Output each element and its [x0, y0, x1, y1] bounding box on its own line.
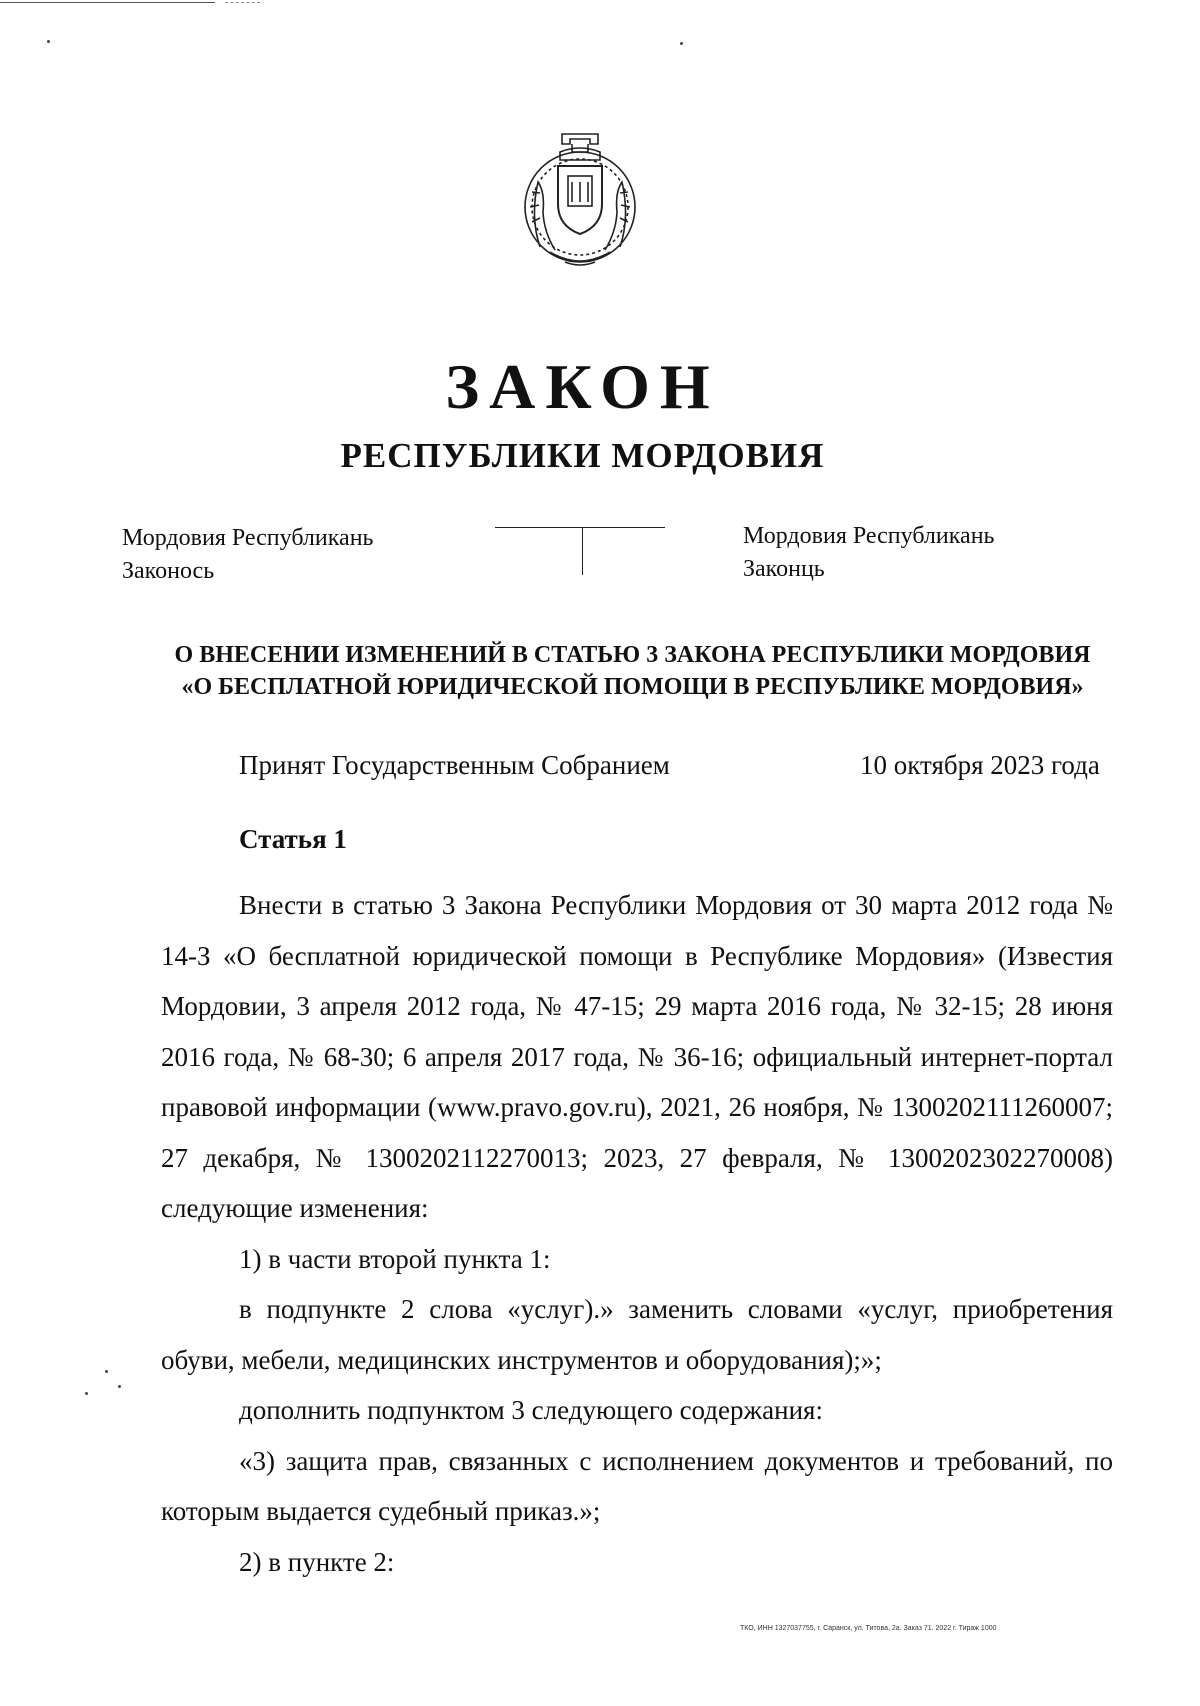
law-title: ЗАКОН — [445, 351, 720, 422]
document-heading — [60, 639, 1200, 703]
header-divider-vertical — [582, 527, 583, 575]
scan-edge-line-dashed — [225, 2, 260, 3]
erzya-caption-line1: Мордовия Республикань — [743, 523, 995, 549]
scan-edge-line — [0, 2, 215, 3]
header-divider-horizontal — [495, 527, 665, 528]
article-item-2: 2) в пункте 2: — [239, 1546, 395, 1577]
article-item-1-sub1: в подпункте 2 слова «услуг).» заменить словами «услуг, приобретения обуви, мебели, медицинских инструментов и оборудования);»; — [161, 1294, 1113, 1375]
article-item-1-sub2: дополнить подпунктом 3 следующего содержания: — [239, 1395, 823, 1425]
coat-of-arms-emblem — [510, 122, 650, 277]
law-subtitle: РЕСПУБЛИКИ МОРДОВИЯ — [340, 436, 825, 475]
scan-speck — [118, 1385, 121, 1388]
moksha-caption-line2: Законось — [122, 558, 215, 584]
article-body — [161, 880, 1113, 1587]
erzya-caption — [743, 520, 994, 586]
printing-info: ТКО, ИНН 1327037755, г. Саранск, ул. Титова, 2а. Заказ 71. 2022 г. Тираж 1000 — [740, 1625, 997, 1632]
moksha-caption — [122, 522, 373, 588]
scan-speck — [105, 1370, 108, 1373]
article-title: Статья 1 — [239, 824, 347, 854]
scan-speck — [680, 42, 683, 45]
adopted-by: Принят Государственным Собранием — [239, 750, 670, 780]
document-heading-line2: «О БЕСПЛАТНОЙ ЮРИДИЧЕСКОЙ ПОМОЩИ В РЕСПУБЛИКЕ МОРДОВИЯ» — [181, 674, 1084, 700]
article-item-1: 1) в части второй пункта 1: — [239, 1243, 551, 1274]
scan-speck — [47, 40, 50, 43]
article-item-1-sub3: «3) защита прав, связанных с исполнением документов и требований, по которым выдается судебный приказ.»; — [161, 1445, 1113, 1526]
scan-speck — [85, 1392, 88, 1395]
erzya-caption-line2: Законць — [743, 556, 825, 582]
moksha-caption-line1: Мордовия Республикань — [122, 525, 374, 551]
adopted-date: 10 октября 2023 года — [860, 750, 1100, 780]
article-paragraph-main: Внести в статью 3 Закона Республики Мордовия от 30 марта 2012 года № 14-З «О бесплатной юридической помощи в Республике Мордовия» (Известия Мордовии, 3 апреля 2012 года, № 47-15; 29 марта 2016 года, № 32-15; 28 июня 2016 года, № 68-30; 6 апреля 2017 года, № 36-16; официальный интернет-портал правовой информации (www.pravo.gov.ru), 2021, 26 ноября, № 1300202111260007; 27 декабря, № 1300202112270013; 2023, 27 февраля, № 1300202302270008) следующие изменения: — [161, 890, 1113, 1223]
document-heading-line1: О ВНЕСЕНИИ ИЗМЕНЕНИЙ В СТАТЬЮ 3 ЗАКОНА РЕСПУБЛИКИ МОРДОВИЯ — [174, 642, 1091, 668]
